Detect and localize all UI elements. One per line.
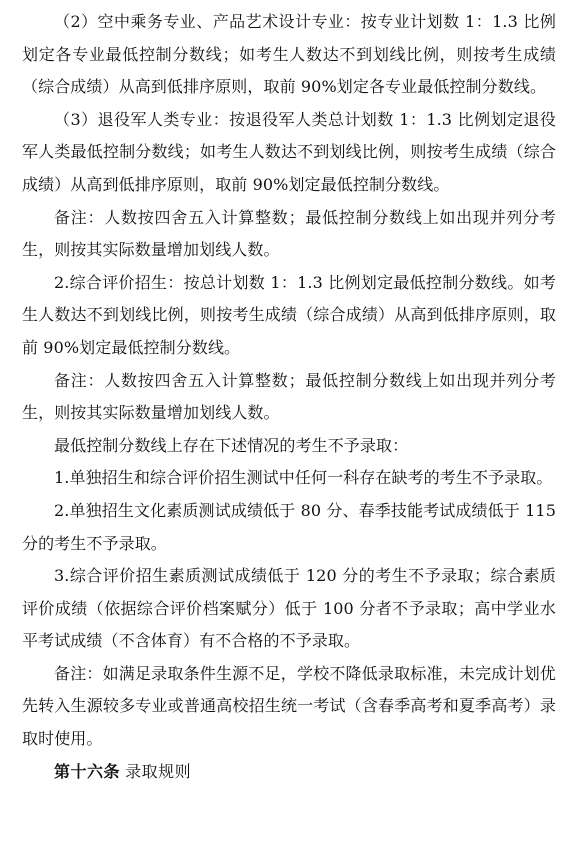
paragraph-exclusion-scores: 2.单独招生文化素质测试成绩低于 80 分、春季技能考试成绩低于 115 分的考生不予录取。	[22, 500, 556, 553]
paragraph-comprehensive-evaluation: 2.综合评价招生：按总计划数 1：1.3 比例划定最低控制分数线。如考生人数达不到划线比例，则按考生成绩（综合成绩）从高到低排序原则，取前 90%划定最低控制分数线。	[22, 272, 556, 357]
paragraph-note-rounding-1: 备注：人数按四舍五入计算整数；最低控制分数线上如出现并列分考生，则按其实际数量增加划线人数。	[22, 207, 556, 260]
paragraph-veterans-major: （3）退役军人类专业：按退役军人类总计划数 1：1.3 比例划定退役军人类最低控制分数线；如考生人数达不到划线比例，则按考生成绩（综合成绩）从高到低排序原则，取前 90%划定最低控制分数线。	[22, 109, 556, 194]
paragraph-note-rounding-2: 备注：人数按四舍五入计算整数；最低控制分数线上如出现并列分考生，则按其实际数量增加划线人数。	[22, 370, 556, 423]
paragraph-exclusion-comprehensive: 3.综合评价招生素质测试成绩低于 120 分的考生不予录取；综合素质评价成绩（依据综合评价档案赋分）低于 100 分者不予录取；高中学业水平考试成绩（不含体育）有不合格的不予录取。	[22, 566, 556, 651]
article-number: 第十六条	[54, 761, 121, 781]
paragraph-note-shortage: 备注：如满足录取条件生源不足，学校不降低录取标准，未完成计划优先转入生源较多专业或普通高校招生统一考试（含春季高考和夏季高考）录取时使用。	[22, 663, 556, 749]
article-heading	[22, 756, 556, 789]
paragraph-exclusion-absent: 1.单独招生和综合评价招生测试中任何一科存在缺考的考生不予录取。	[54, 468, 553, 488]
paragraph-flight-attendant-design: （2）空中乘务专业、产品艺术设计专业：按专业计划数 1：1.3 比例划定各专业最低控制分数线；如考生人数达不到划线比例，则按考生成绩（综合成绩）从高到低排序原则，取前 90%划定各专业最低控制分数线。	[22, 12, 556, 97]
paragraph-exclusion-intro: 最低控制分数线上存在下述情况的考生不予录取：	[54, 435, 409, 455]
article-title: 录取规则	[125, 761, 192, 781]
